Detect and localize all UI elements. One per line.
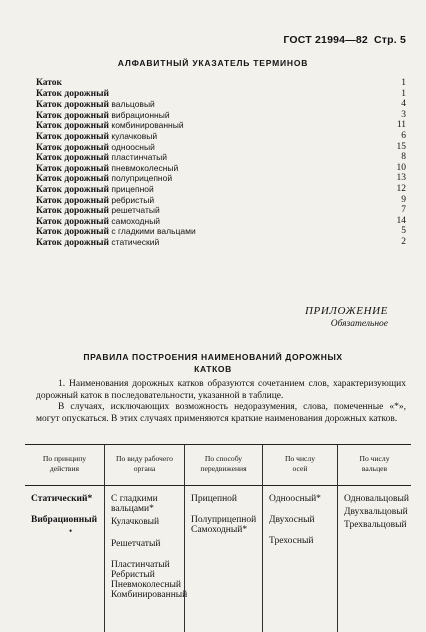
paragraph: В случаях, исключающих возможность недоразумения, слова, помеченные «*», могут опускаться. В этих случаях применяются краткие наименования дорожных катков. [36, 402, 406, 424]
cell-item: Двухосный [269, 515, 315, 526]
table-cell [25, 486, 104, 632]
rules-title-line: ПРАВИЛА ПОСТРОЕНИЯ НАИМЕНОВАНИЙ ДОРОЖНЫХ [83, 352, 343, 362]
table-cell [262, 486, 337, 632]
index-page: 3 [401, 109, 406, 120]
index-page: 14 [396, 215, 406, 226]
cell-item: Вибрационный [31, 515, 98, 526]
index-page: 1 [401, 78, 406, 88]
index-term: Каток [36, 78, 63, 88]
cell-item: Двухвальцовый [344, 507, 408, 518]
index-entry [36, 120, 406, 131]
table-cell [104, 486, 188, 632]
index-page: 7 [401, 205, 406, 216]
index-page: 10 [396, 162, 406, 173]
index-term: Каток дорожный с гладкими вальцами [36, 226, 196, 238]
cell-item: Полуприцепной [191, 515, 257, 526]
column-header: По виду рабочего органа [104, 445, 184, 485]
index-entry [36, 78, 406, 89]
index-page: 8 [401, 152, 406, 163]
index-entry [36, 163, 406, 174]
index-entry [36, 195, 406, 206]
index-term: Каток дорожный самоходный [36, 215, 161, 227]
appendix-label [305, 305, 388, 329]
index-term: Каток дорожный вибрационный [36, 109, 170, 121]
cell-item: Пластинчатый [111, 559, 170, 570]
index-entry [36, 99, 406, 110]
bullet-mark: • [69, 526, 73, 537]
table-header-row [25, 445, 411, 486]
column-header: По принципу действия [42, 454, 87, 473]
index-page: 11 [396, 120, 406, 131]
index-page: 2 [401, 236, 406, 247]
cell-item: Кулачковый [111, 517, 160, 528]
cell-item: Прицепной [191, 494, 237, 504]
index-entry [36, 142, 406, 153]
cell-item: Комбинированный [111, 590, 188, 601]
index-page: 6 [401, 130, 406, 141]
index-term: Каток дорожный решетчатый [36, 205, 160, 217]
index-page: 9 [401, 194, 406, 205]
column-header: По числу осей [262, 445, 337, 485]
index-entry [36, 131, 406, 142]
index-term: Каток дорожный комбинированный [36, 120, 184, 132]
index-term: Каток дорожный пневмоколесный [36, 162, 179, 174]
cell-item: Решетчатый [111, 538, 161, 549]
table-body-row [25, 486, 411, 632]
column-header: По числу вальцев [337, 445, 411, 485]
index-entry [36, 216, 406, 227]
column-header: По способу передвижения [184, 445, 262, 485]
index-term: Каток дорожный кулачковый [36, 130, 158, 142]
index-entry [36, 237, 406, 248]
table-cell [337, 486, 411, 632]
cell-item: Трехосный [269, 536, 314, 547]
index-page: 12 [396, 183, 406, 194]
page-header [283, 34, 406, 46]
table-cell [184, 486, 262, 632]
cell-item: Ребристый [111, 570, 155, 581]
cell-item: Статический* [31, 494, 93, 504]
index-term: Каток дорожный статический [36, 236, 160, 248]
index-entry [36, 89, 406, 100]
rules-title [0, 351, 426, 375]
rules-text [36, 379, 406, 425]
cell-item: Пневмоколесный [111, 580, 181, 591]
index-term: Каток дорожный вальцовый [36, 99, 155, 111]
standard-number: ГОСТ 21994—82 [283, 34, 368, 46]
appendix-note: Обязательное [330, 319, 388, 329]
index-page: 13 [396, 173, 406, 184]
index-term: Каток дорожный ребристый [36, 194, 155, 206]
page-number: Стр. 5 [373, 34, 406, 46]
cell-item: С гладкими вальцами* [111, 494, 158, 515]
paragraph: 1. Наименования дорожных катков образуются сочетанием слов, характеризующих дорожный каток в последовательности, указанной в таблице. [36, 379, 406, 401]
appendix-title: ПРИЛОЖЕНИЕ [305, 305, 388, 317]
index-term: Каток дорожный прицепной [36, 183, 154, 195]
index-entry [36, 173, 406, 184]
index-term: Каток дорожный пластинчатый [36, 152, 167, 164]
term-index [36, 78, 406, 248]
rules-title-line: КАТКОВ [194, 364, 232, 374]
index-entry [36, 226, 406, 237]
index-title: АЛФАВИТНЫЙ УКАЗАТЕЛЬ ТЕРМИНОВ [117, 58, 309, 68]
index-entry [36, 205, 406, 216]
index-term: Каток дорожный [36, 88, 110, 99]
cell-item: Одновальцовый [344, 494, 409, 504]
cell-item: Одноосный* [269, 494, 321, 504]
cell-item: Самоходный* [191, 525, 248, 536]
index-page: 15 [396, 141, 406, 152]
index-entry [36, 184, 406, 195]
cell-item: Трехвальцовый [344, 520, 407, 531]
index-entry [36, 152, 406, 163]
naming-table [25, 444, 411, 632]
index-entry [36, 110, 406, 121]
index-page: 1 [401, 88, 406, 99]
index-term: Каток дорожный полуприцепной [36, 173, 173, 185]
index-page: 4 [401, 99, 406, 110]
index-page: 5 [401, 226, 406, 237]
index-term: Каток дорожный одноосный [36, 141, 155, 153]
